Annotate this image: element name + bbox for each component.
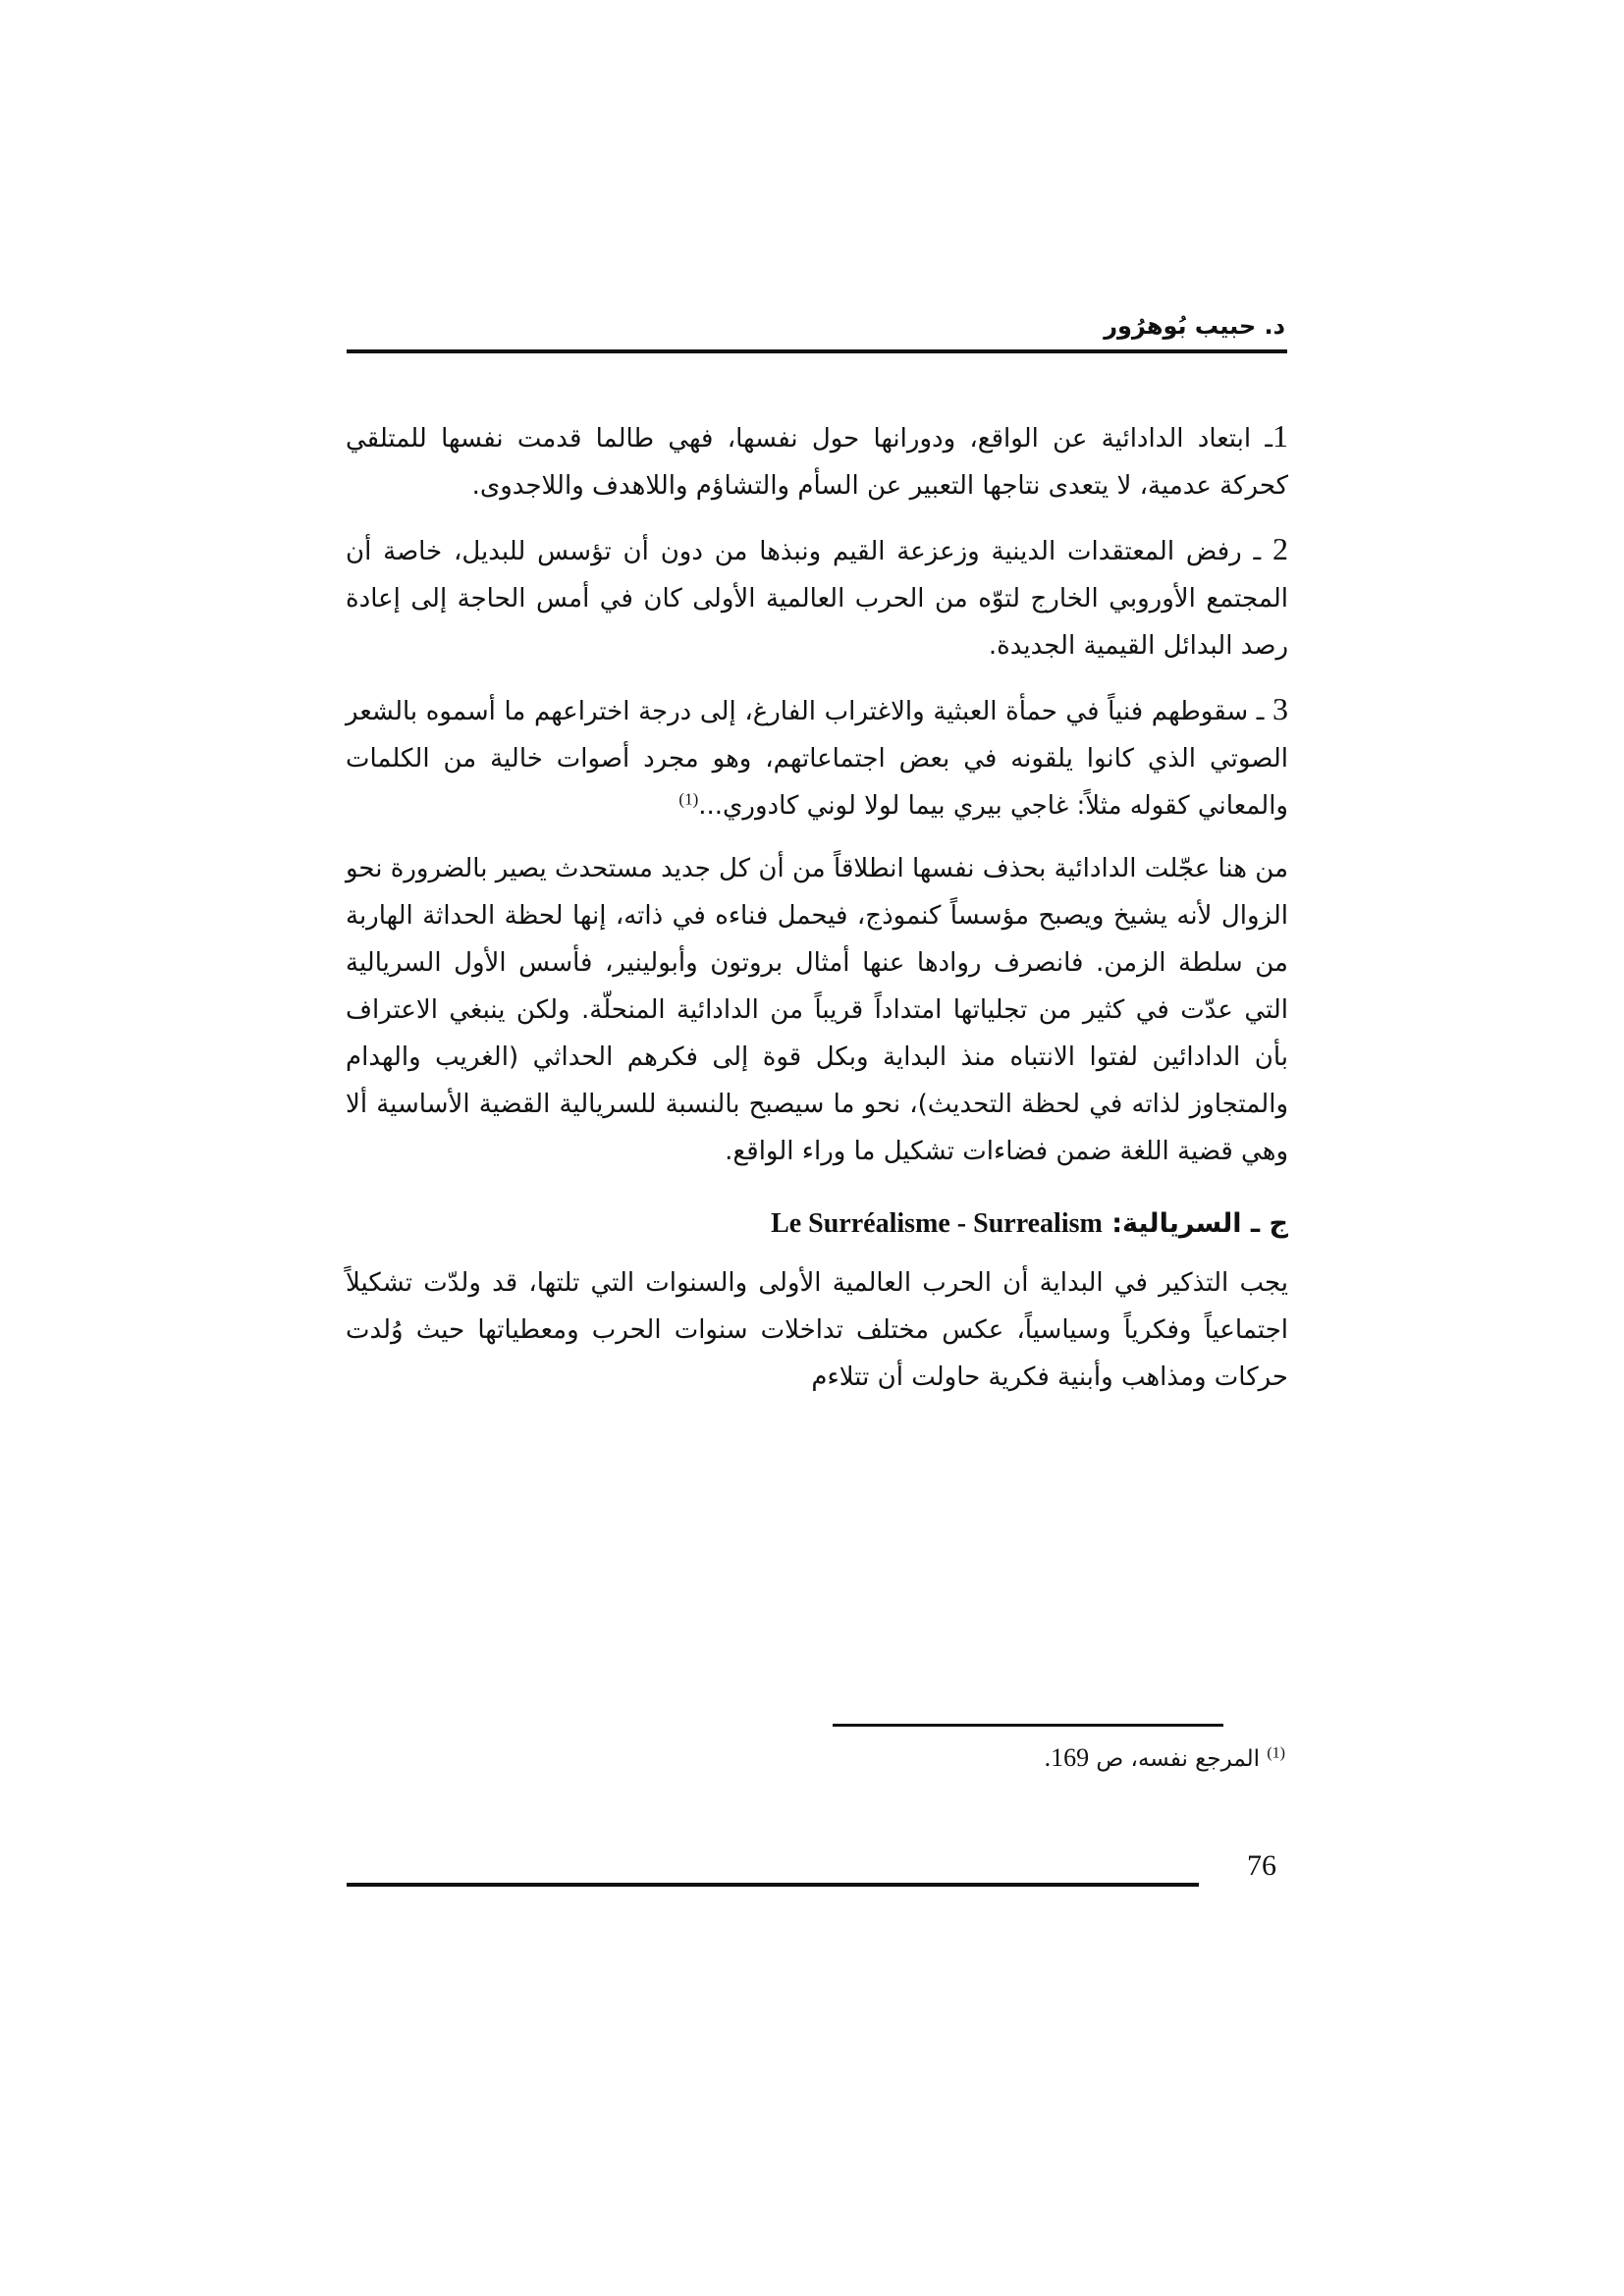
list-item-number: 3	[1272, 691, 1288, 726]
list-item-2	[346, 525, 1288, 669]
section-heading-latin: Le Surréalisme - Surrealism	[771, 1208, 1103, 1239]
footnote-text: المرجع نفسه، ص	[1089, 1746, 1261, 1772]
section-paragraph: يجب التذكير في البداية أن الحرب العالمية الأولى والسنوات التي تلتها، قد ولدّت تشكيلاً اجتماعياً وفكرياً وسياسياً، عكس مختلف تداخلات سنوات الحرب ومعطياتها حيث وُلدت حركات ومذاهب وأبنية فكرية حاولت أن تتلاءم	[346, 1268, 1288, 1392]
section-heading-arabic: ج ـ السريالية:	[1111, 1208, 1288, 1239]
list-item-3	[346, 685, 1288, 829]
main-text	[346, 412, 1288, 1416]
list-item-number: 1	[1272, 418, 1288, 454]
header-rule	[347, 349, 1287, 353]
list-item-1	[346, 412, 1288, 509]
list-item-text: ـ رفض المعتقدات الدينية وزعزعة القيم ونبذها من دون أن تؤسس للبديل، خاصة أن المجتمع الأوروبي الخارج لتوّه من الحرب العالمية الأولى كان في أمس الحاجة إلى إعادة رصد البدائل القيمية الجديدة.	[346, 537, 1288, 661]
footnote-page: 169.	[1044, 1743, 1090, 1772]
footer-rule	[347, 1883, 1199, 1887]
footnote-separator	[833, 1724, 1223, 1727]
footnote-reference: (1)	[678, 789, 699, 809]
section-heading	[346, 1201, 1288, 1248]
footnote-number: (1)	[1267, 1744, 1285, 1762]
list-item-number: 2	[1272, 531, 1288, 566]
list-item-text: ـ سقوطهم فنياً في حمأة العبثية والاغتراب الفارغ، إلى درجة اختراعهم ما أسموه بالشعر الصوتي الذي كانوا يلقونه في بعض اجتماعاتهم، وهو مجرد أصوات خالية من الكلمات والمعاني كقوله مثلاً: غاجي بيري بيما لولا لوني كادوري...	[346, 697, 1288, 821]
footnote	[598, 1743, 1285, 1773]
list-item-text: ـ ابتعاد الدادائية عن الواقع، ودورانها حول نفسها، فهي طالما قدمت نفسها للمتلقي كحركة عدمية، لا يتعدى نتاجها التعبير عن السأم والتشاؤم واللاهدف واللاجدوى.	[346, 424, 1288, 501]
page-number: 76	[1247, 1849, 1276, 1882]
paragraph: من هنا عجّلت الدادائية بحذف نفسها انطلاقاً من أن كل جديد مستحدث يصير بالضرورة نحو الزوال لأنه يشيخ ويصبح مؤسساً كنموذج، فيحمل فناءه في ذاته، إنها لحظة الحداثة الهاربة من سلطة الزمن. فانصرف روادها عنها أمثال بروتون وأبولينير، فأسس الأول السريالية التي عدّت في كثير من تجلياتها امتداداً قريباً من الدادائية المنحلّة. ولكن ينبغي الاعتراف بأن الدادائين لفتوا الانتباه منذ البداية وبكل قوة إلى فكرهم الحداثي (الغريب والهدام والمتجاوز لذاته في لحظة التحديث)، نحو ما سيصبح بالنسبة للسريالية القضية الأساسية ألا وهي قضية اللغة ضمن فضاءات تشكيل ما وراء الواقع.	[346, 854, 1288, 1166]
running-header-author: د. حبيب بُوهرُور	[1104, 312, 1285, 340]
